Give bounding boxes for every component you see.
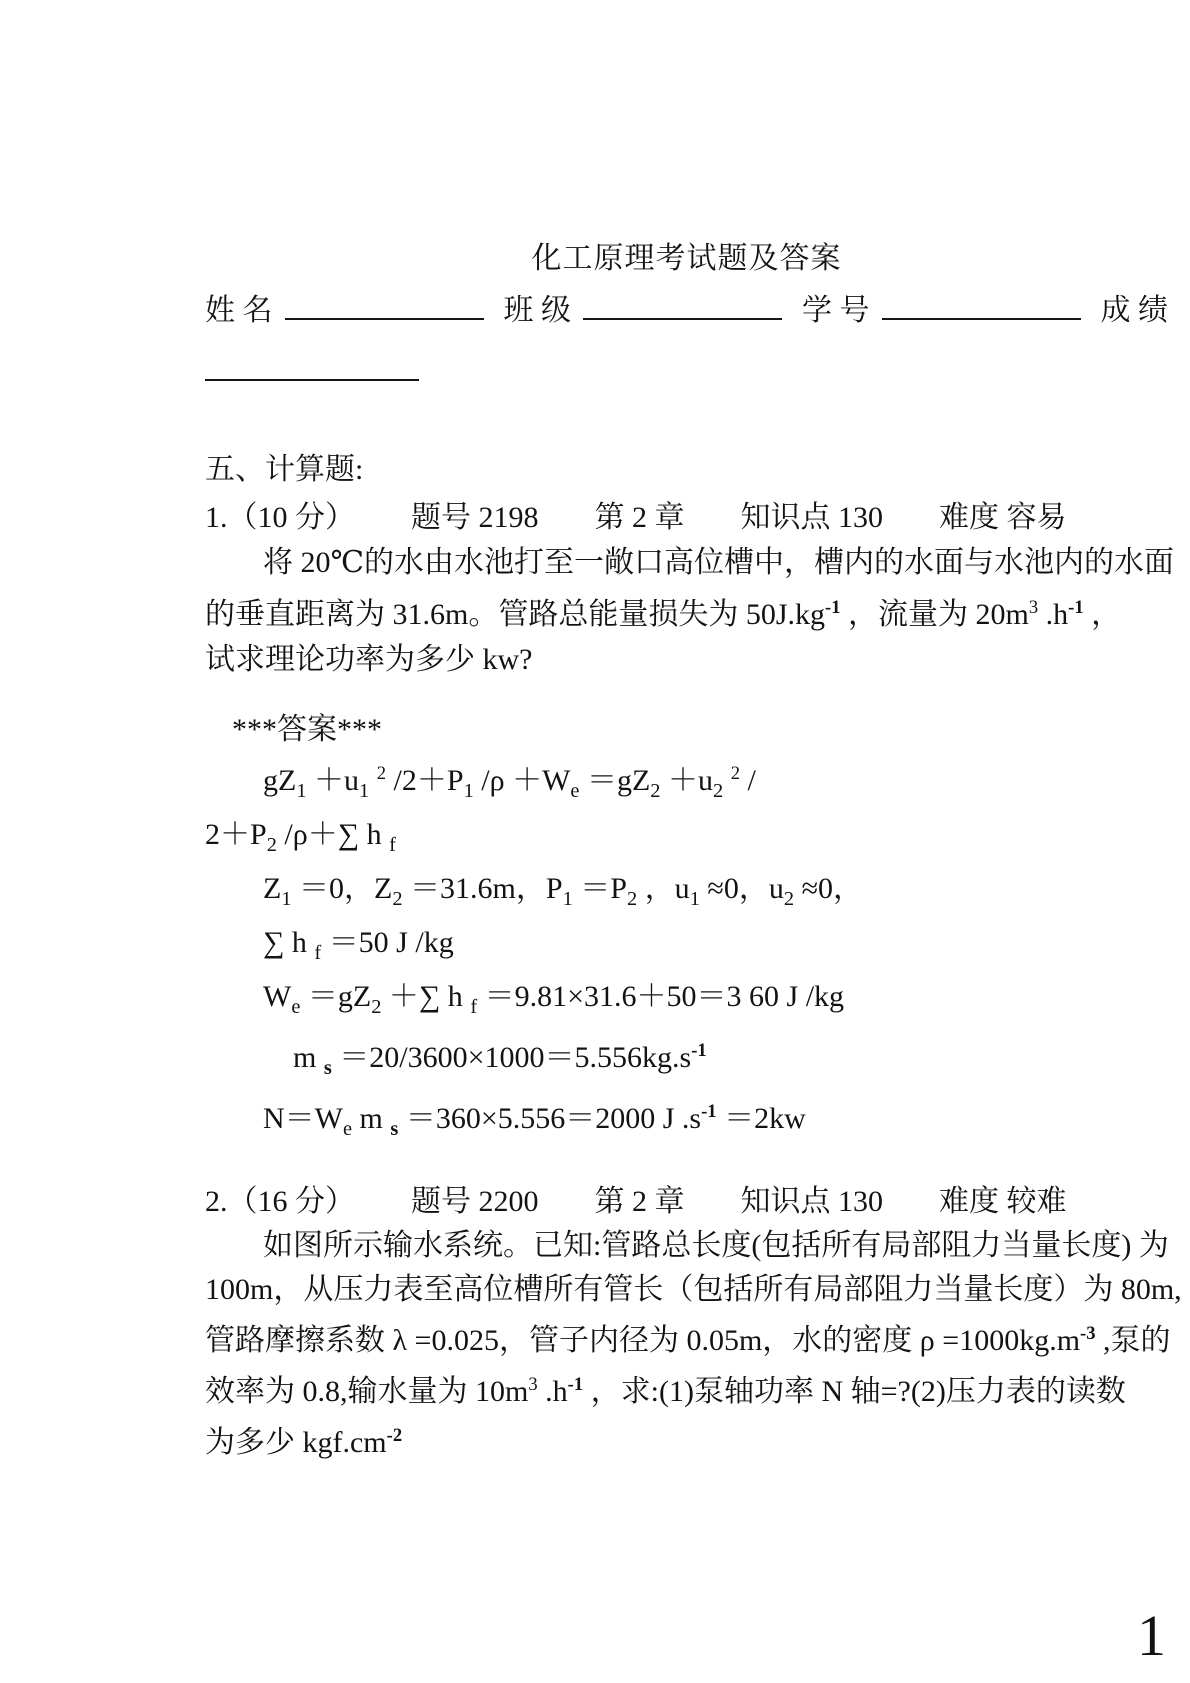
- q1-item-id: 题号 2198: [411, 501, 539, 534]
- q2-difficulty: 难度 较难: [939, 1185, 1067, 1218]
- name-label: 姓 名: [205, 294, 273, 327]
- q1-answer-line-5: $W_e =gZ_2$ ＋∑ h $_f$ ＝9.81×31.6＋50＝3 60 J /kg: [263, 980, 845, 1018]
- q1-answer-line-1: $gZ_1 +u_1$ $^2$ $/2+P_1$ $/\rho +W_e =gZ_2 +u_2$ $^2$ /: [263, 763, 756, 802]
- question-1-meta-row: [205, 495, 1168, 540]
- q1-body-line-1: 将 20℃的水由水池打至一敞口高位槽中，槽内的水面与水池内的水面: [263, 546, 1175, 579]
- q1-number-points: 1.（10 分）: [205, 501, 355, 534]
- q1-answer-marker: ***答案***: [232, 713, 382, 746]
- student-id-label: 学 号: [802, 294, 870, 327]
- q2-knowledge-point: 知识点 130: [740, 1185, 883, 1218]
- q2-body-line-5: 为多少 $kgf.cm^{-2}$: [205, 1425, 403, 1459]
- doc-title: 化工原理考试题及答案: [531, 242, 842, 275]
- q1-answer-line-4: ∑ h $_f$ ＝50 J /kg: [263, 926, 454, 964]
- q2-item-id: 题号 2200: [411, 1185, 539, 1218]
- class-label: 班 级: [503, 294, 571, 327]
- q2-number-points: 2.（16 分）: [205, 1185, 355, 1218]
- q1-answer-line-7: $N=W_e$ m $_s$ ＝360×5.556＝2000 J $.s^{-1} =2kw$: [263, 1101, 806, 1140]
- q1-knowledge-point: 知识点 130: [740, 501, 883, 534]
- score-blank-line: [205, 359, 419, 381]
- question-2-meta-row: [205, 1179, 1168, 1224]
- q1-body-line-2: 的垂直距离为 31.6m。管路总能量损失为 $50J.kg^{-1}$ ，流量为 $20m^3$ $.h^{-1}$ ，: [205, 597, 1122, 631]
- q2-chapter: 第 2 章: [594, 1185, 685, 1218]
- q1-answer-line-6: m $_s =20/3600\times 1000=5.556kg.s^{-1}$: [293, 1040, 707, 1079]
- q2-body-line-4: 效率为 0.8,输水量为 $10m^3$ $.h^{-1}$ ，求:(1)泵轴功率 N 轴=?(2)压力表的读数: [205, 1374, 1126, 1408]
- class-blank-line: [583, 290, 782, 320]
- section-heading: 五、计算题:: [205, 453, 364, 486]
- q1-answer-line-3: $Z_1 =0$，$Z_2 =31.6m$，$P_1 =P_2$ ，$u_1 \approx 0$，$u_2 \approx 0$，: [263, 872, 864, 910]
- q2-body-line-2: 100m，从压力表至高位槽所有管长（包括所有局部阻力当量长度）为 80m,: [205, 1273, 1182, 1306]
- page-number: 1: [1137, 1603, 1166, 1668]
- q1-difficulty: 难度 容易: [939, 501, 1067, 534]
- q1-chapter: 第 2 章: [594, 501, 685, 534]
- q2-body-line-3: 管路摩擦系数 λ =0.025，管子内径为 0.05m，水的密度 $\rho =1000kg.m^{-3}$ ,泵的: [205, 1323, 1171, 1357]
- q1-answer-line-2: $2+P_2$ /ρ＋∑ h $_f$: [205, 818, 396, 856]
- name-blank-line: [285, 290, 484, 320]
- student-info-row: [205, 288, 1168, 333]
- student-id-blank-line: [882, 290, 1081, 320]
- q1-body-line-3: 试求理论功率为多少 kw?: [205, 643, 533, 676]
- score-label: 成 绩: [1100, 294, 1168, 327]
- q2-body-line-1: 如图所示输水系统。已知:管路总长度(包括所有局部阻力当量长度) 为: [263, 1229, 1169, 1262]
